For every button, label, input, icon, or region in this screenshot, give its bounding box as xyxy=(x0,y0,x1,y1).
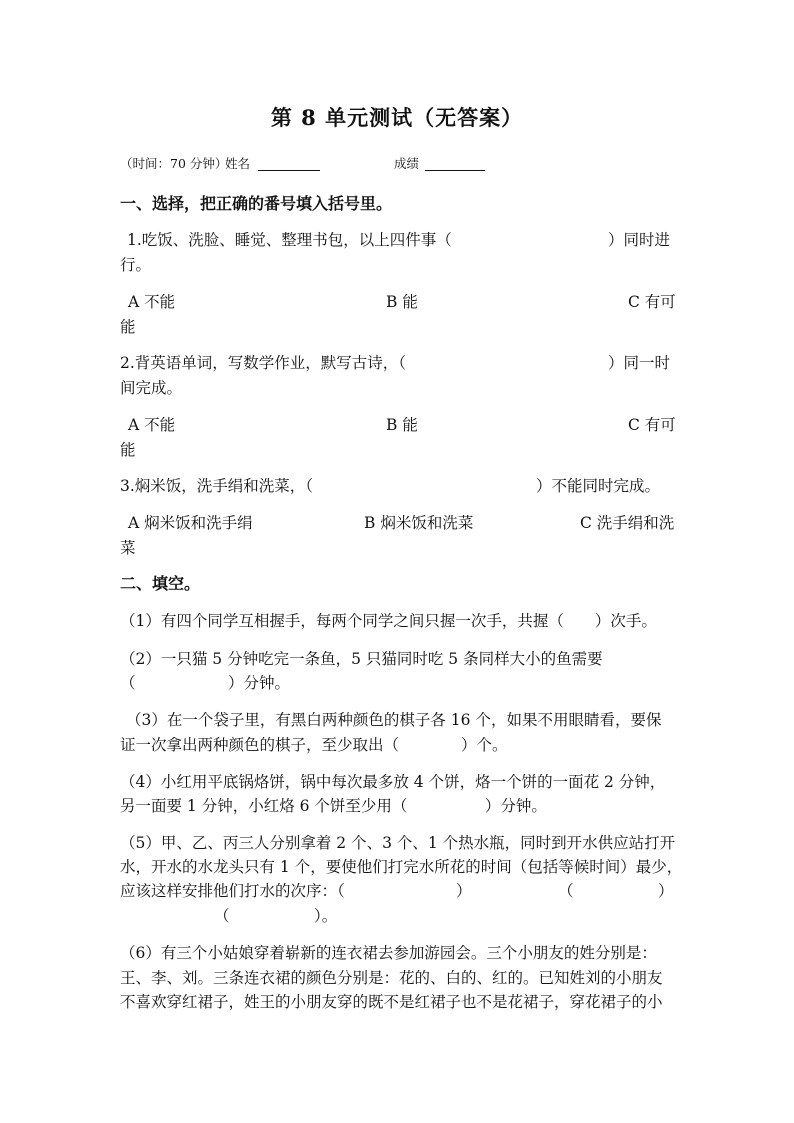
s2-q5-text: （5）甲、乙、丙三人分别拿着 2 个、3 个、1 个热水瓶，同时到开水供应站打开 xyxy=(120,834,676,852)
s2-q4-text: （4）小红用平底锅烙饼，锅中每次最多放 4 个饼，烙一个饼的一面花 2 分钟， xyxy=(120,773,666,791)
score-blank xyxy=(425,156,485,171)
section-2-heading: 二、填空。 xyxy=(120,574,201,593)
s1-q2-text-end: ）同一时 xyxy=(608,354,671,372)
s2-q1-text: （1）有四个同学互相握手，每两个同学之间只握一次手，共握（ ）次手。 xyxy=(120,612,657,630)
s2-q4-text-cont: 另一面要 1 分钟，小红烙 6 个饼至少用（ ）分钟。 xyxy=(120,797,547,815)
s2-q2-text-end: ）分钟。 xyxy=(228,674,291,692)
s2-q2-text: （2）一只猫 5 分钟吃完一条鱼，5 只猫同时吃 5 条同样大小的鱼需要 xyxy=(120,650,603,668)
s1-q2-option-c-cont: 能 xyxy=(120,441,136,459)
name-field xyxy=(225,154,320,172)
s1-q1-option-b: B 能 xyxy=(386,293,418,311)
s1-q2-text: 2.背英语单词，写数学作业，默写古诗，（ xyxy=(120,354,407,372)
s1-q2-option-b: B 能 xyxy=(386,416,418,434)
s2-q6-text: （6）有三个小姑娘穿着崭新的连衣裙去参加游园会。三个小朋友的姓分别是： xyxy=(120,944,657,962)
s1-q3-option-c: C 洗手绢和洗 xyxy=(580,514,675,532)
s1-q1-option-a: A 不能 xyxy=(128,293,176,311)
s1-q1-text-end: ）同时进 xyxy=(608,231,671,249)
name-label: 姓名 xyxy=(225,156,251,171)
s2-q6-text-cont-2: 不喜欢穿红裙子，姓王的小朋友穿的既不是红裙子也不是花裙子，穿花裙子的小 xyxy=(120,993,663,1011)
s1-q2-text-cont: 间完成。 xyxy=(120,379,183,397)
time-limit: （时间：70 分钟） xyxy=(120,156,228,171)
s1-q2-option-a: A 不能 xyxy=(128,416,176,434)
s1-q1-text-cont: 行。 xyxy=(120,256,152,274)
name-blank xyxy=(258,156,320,171)
score-field xyxy=(394,154,485,172)
s2-q6-text-cont-1: 王、李、刘。三条连衣裙的颜色分别是：花的、白的、红的。已知姓刘的小朋友 xyxy=(120,969,663,987)
s1-q3-option-b: B 焖米饭和洗菜 xyxy=(364,514,474,532)
s2-q3-text: （3）在一个袋子里，有黑白两种颜色的棋子各 16 个，如果不用眼睛看，要保 xyxy=(126,711,662,729)
s1-q2-option-c: C 有可 xyxy=(628,416,676,434)
s1-q3-option-c-cont: 菜 xyxy=(120,539,136,557)
s1-q3-text: 3.焖米饭，洗手绢和洗菜，（ xyxy=(120,477,314,495)
s2-q2-blank-open: （ xyxy=(120,674,136,692)
s1-q1-option-c-cont: 能 xyxy=(120,318,136,336)
s2-q5-order-label: 应该这样安排他们打水的次序：（ xyxy=(120,882,345,900)
page-title: 第 8 单元测试（无答案） xyxy=(270,105,524,130)
s2-q5-blank-1-close: ） xyxy=(456,882,472,900)
s1-q1-text: 1.吃饭、洗脸、睡觉、整理书包，以上四件事（ xyxy=(127,231,452,249)
score-label: 成绩 xyxy=(394,156,420,171)
s1-q3-option-a: A 焖米饭和洗手绢 xyxy=(128,514,253,532)
s2-q5-text-cont: 水，开水的水龙头只有 1 个，要使他们打完水所花的时间（包括等候时间）最少， xyxy=(120,858,683,876)
s2-q3-text-cont: 证一次拿出两种颜色的棋子，至少取出（ ）个。 xyxy=(120,736,508,754)
s2-q5-blank-2-close: ） xyxy=(658,882,674,900)
s2-q5-blank-3-close: ）。 xyxy=(314,907,338,925)
section-1-heading: 一、选择，把正确的番号填入括号里。 xyxy=(120,194,393,213)
s1-q3-text-end: ）不能同时完成。 xyxy=(536,477,661,495)
s2-q5-blank-3-open: （ xyxy=(214,907,230,925)
s1-q1-option-c: C 有可 xyxy=(628,293,676,311)
s2-q5-blank-2-open: （ xyxy=(558,882,574,900)
